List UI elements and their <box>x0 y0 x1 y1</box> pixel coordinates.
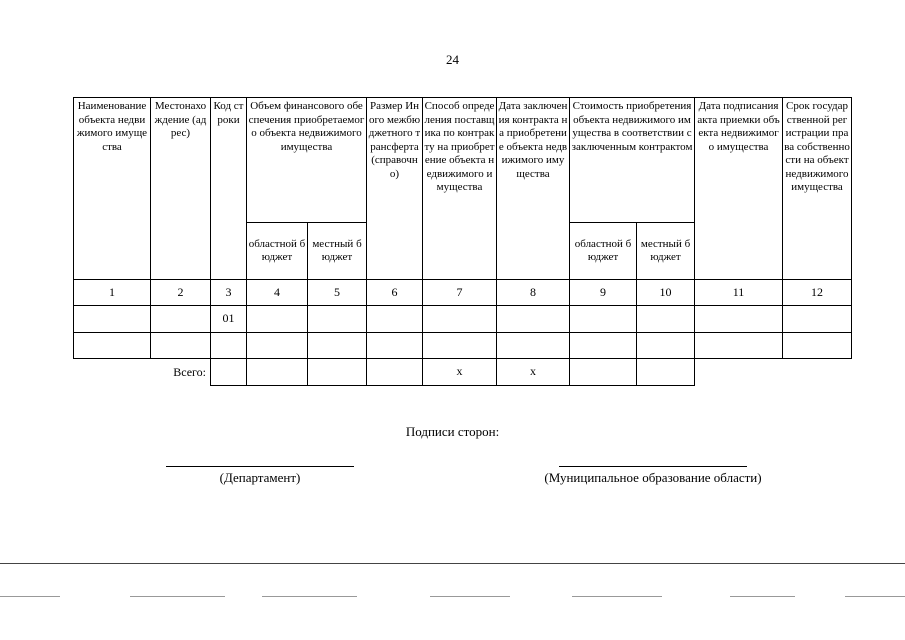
total-cell: x <box>423 359 497 386</box>
table-cell <box>247 306 308 333</box>
header-transfer: Размер Иного межбюджетного трансферта (справочно) <box>367 98 423 280</box>
total-cell <box>367 359 423 386</box>
signature-caption-right: (Муниципальное образование области) <box>544 470 762 485</box>
column-number: 10 <box>637 280 695 306</box>
signature-line-right <box>559 466 747 467</box>
column-number: 6 <box>367 280 423 306</box>
column-number: 8 <box>497 280 570 306</box>
table-cell <box>247 333 308 359</box>
column-number: 4 <box>247 280 308 306</box>
table-cell <box>783 333 852 359</box>
table-cell <box>211 333 247 359</box>
signature-caption-left: (Департамент) <box>219 470 301 485</box>
column-number: 5 <box>308 280 367 306</box>
footer-rule <box>0 563 905 564</box>
page-number: 24 <box>446 52 459 67</box>
table-cell <box>423 306 497 333</box>
header-cost: Стоимость приобретения объекта недвижимого имущества в соответствии с заключенным контрактом <box>570 98 695 223</box>
table-cell <box>367 333 423 359</box>
signatures-title: Подписи сторон: <box>405 424 500 439</box>
table-cell <box>695 333 783 359</box>
table-cell <box>637 333 695 359</box>
table-cell <box>497 333 570 359</box>
signature-line-left <box>166 466 354 467</box>
table-cell <box>74 306 151 333</box>
column-number: 12 <box>783 280 852 306</box>
table-row <box>74 333 852 359</box>
scan-artifact <box>430 596 510 597</box>
table-cell <box>367 306 423 333</box>
table-cell <box>695 306 783 333</box>
table-cell <box>497 306 570 333</box>
total-row <box>74 359 852 386</box>
header-finance-local: местный бюджет <box>308 223 367 280</box>
header-finance: Объем финансового обеспечения приобретаемого объекта недвижимого имущества <box>247 98 367 223</box>
total-cell <box>211 359 247 386</box>
table-cell <box>151 306 211 333</box>
table-cell <box>570 333 637 359</box>
scan-artifact <box>0 596 60 597</box>
column-number: 7 <box>423 280 497 306</box>
total-cell <box>637 359 695 386</box>
table-row <box>74 306 852 333</box>
table-cell <box>423 333 497 359</box>
column-number: 2 <box>151 280 211 306</box>
total-cell <box>570 359 637 386</box>
table-cell <box>308 333 367 359</box>
column-number: 9 <box>570 280 637 306</box>
header-name: Наименование объекта недвижимого имущества <box>74 98 151 280</box>
table-cell <box>308 306 367 333</box>
scan-artifact <box>130 596 225 597</box>
table-cell: 01 <box>211 306 247 333</box>
total-cell <box>247 359 308 386</box>
total-label: Всего: <box>173 364 206 379</box>
header-location: Местонахождение (адрес) <box>151 98 211 280</box>
header-method: Способ определения поставщика по контракту на приобретение объекта недвижимого имущества <box>423 98 497 280</box>
total-cell <box>308 359 367 386</box>
column-number: 3 <box>211 280 247 306</box>
total-empty <box>695 359 783 386</box>
header-cost-local: местный бюджет <box>637 223 695 280</box>
column-number: 11 <box>695 280 783 306</box>
column-number: 1 <box>74 280 151 306</box>
report-table <box>73 97 852 386</box>
table-cell <box>74 333 151 359</box>
table-cell <box>151 333 211 359</box>
scan-artifact <box>730 596 795 597</box>
table-cell <box>637 306 695 333</box>
total-empty <box>783 359 852 386</box>
header-registration: Срок государственной регистрации права собственности на объект недвижимого имущества <box>783 98 852 280</box>
table-cell <box>783 306 852 333</box>
header-finance-regional: областной бюджет <box>247 223 308 280</box>
header-code: Код строки <box>211 98 247 280</box>
scan-artifact <box>262 596 357 597</box>
scan-artifact <box>572 596 662 597</box>
column-number-row <box>74 280 852 306</box>
total-cell: x <box>497 359 570 386</box>
header-cost-regional: областной бюджет <box>570 223 637 280</box>
header-date-act: Дата подписания акта приемки объекта недвижимого имущества <box>695 98 783 280</box>
header-date-contract: Дата заключения контракта на приобретение объекта недвижимого имущества <box>497 98 570 280</box>
scan-artifact <box>845 596 905 597</box>
table-cell <box>570 306 637 333</box>
